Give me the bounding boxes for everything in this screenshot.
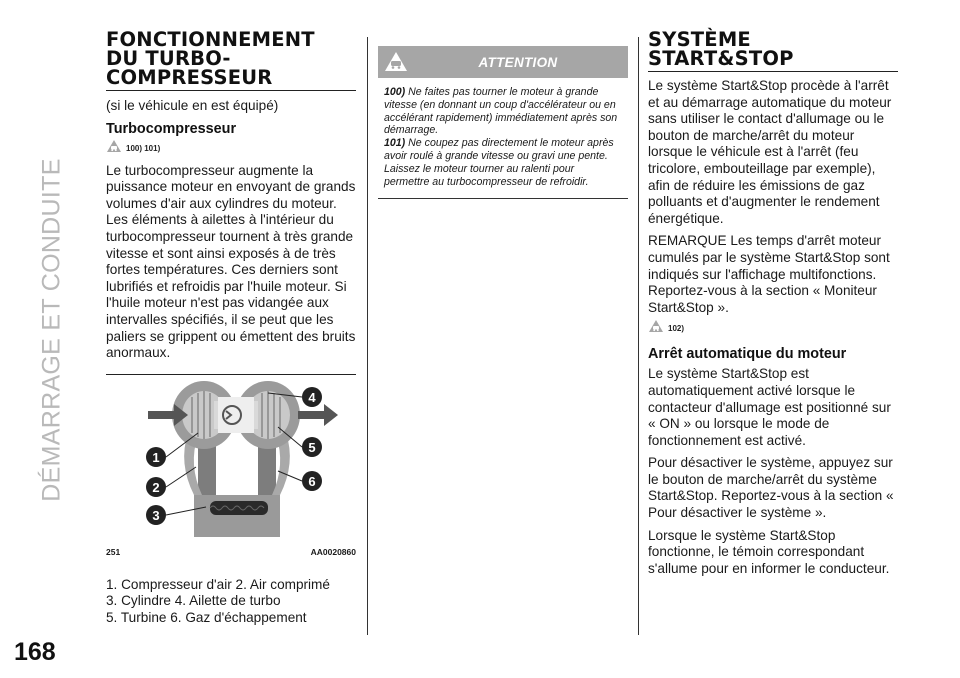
startstop-column [648, 30, 898, 577]
startstop-paragraph-2: REMARQUE Les temps d'arrêt moteur cumulés par le système Start&Stop sont indiqués sur l'affichage multifonctions. Reportez-vous à la section « Moniteur Start&Stop ». [648, 233, 890, 315]
startstop-subheading: Arrêt automatique du moteur [648, 346, 847, 363]
turbo-figure [106, 374, 356, 557]
startstop-heading [648, 30, 898, 68]
section-side-title-text: DÉMARRAGE ET CONDUITE [37, 158, 66, 502]
turbo-heading-line3: COMPRESSEUR [106, 66, 273, 89]
callout-label: 4 [308, 389, 316, 405]
attention-item-number: 100) [384, 86, 406, 98]
warning-reference [648, 319, 898, 338]
turbo-heading-line2: DU TURBO- [106, 47, 231, 70]
turbocharger-diagram [106, 375, 356, 540]
turbo-subheading: Turbocompresseur [106, 120, 237, 137]
attention-item [384, 137, 622, 188]
turbo-heading [106, 30, 356, 87]
callout-label: 3 [152, 507, 160, 523]
turbo-column [106, 30, 356, 626]
column-divider [638, 37, 639, 635]
callout-1 [146, 447, 166, 467]
column-divider [367, 37, 368, 635]
equipped-note: (si le véhicule en est équipé) [106, 98, 279, 113]
attention-header [378, 46, 628, 78]
startstop-paragraph-3: Le système Start&Stop est automatiquement activé lorsque le contacteur d'allumage est positionné sur « ON » ou lorsque le mode de fonctionnement est activé. [648, 366, 891, 448]
attention-item-number: 101) [384, 137, 406, 150]
callout-label: 5 [308, 439, 316, 455]
figure-legend [106, 577, 356, 626]
figure-caption-row [106, 547, 356, 557]
callout-label: 6 [308, 473, 316, 489]
attention-column [378, 46, 628, 199]
reference-number: 102) [668, 324, 685, 334]
turbo-heading-line1: FONCTIONNEMENT [106, 28, 315, 51]
warning-car-icon [648, 319, 664, 338]
callout-6 [302, 471, 322, 491]
page-number: 168 [14, 638, 56, 666]
figure-code: AA0020860 [310, 546, 356, 557]
attention-item-text: Ne coupez pas directement le moteur après avoir roulé à grande vitesse ou gravi une pente. Laissez le moteur tourner au ralenti pour permettre au turbocompresseur de refroidir. [384, 137, 614, 188]
legend-line-3: 5. Turbine 6. Gaz d'échappement [106, 609, 307, 625]
callout-3 [146, 505, 166, 525]
turbo-paragraph: Le turbocompresseur augmente la puissance moteur en envoyant de grands volumes d'air aux cylindres du moteur. Les éléments à ailettes à l'intérieur du turbocompresseur tournent à très grande vitesse et sont ainsi exposés à de très fortes températures. Ces derniers sont lubrifiés et refroidis par l'huile moteur. Si l'huile moteur n'est pas vidangée aux intervalles spécifiés, il se peut que les paliers se grippent ou émettent des bruits anormaux. [106, 162, 356, 361]
attention-bottom-rule [378, 198, 628, 199]
startstop-paragraph-1: Le système Start&Stop procède à l'arrêt et au démarrage automatique du moteur sans utiliser le contact d'allumage ou le bouton de marche/arrêt du moteur lorsque le véhicule est à l'arrêt (feu tricolore, embouteillage par exemple), afin de réduire les émissions de gaz polluants et d'augmenter le rendement énergétique. [648, 78, 892, 226]
figure-number: 251 [106, 546, 121, 557]
startstop-paragraph-5: Lorsque le système Start&Stop fonctionne, le témoin correspondant s'allume pour en informer le conducteur. [648, 527, 890, 576]
attention-item [384, 86, 622, 137]
callout-5 [302, 437, 322, 457]
startstop-heading-line1: SYSTÈME [648, 28, 751, 51]
callout-4 [302, 387, 322, 407]
warning-car-icon [384, 51, 408, 77]
attention-body [378, 78, 628, 192]
callout-label: 1 [152, 449, 160, 465]
heading-underline [106, 90, 356, 91]
startstop-paragraph-4: Pour désactiver le système, appuyez sur le bouton de marche/arrêt du système Start&Stop. Reportez-vous à la section « Pour désactiver le système ». [648, 455, 894, 521]
callout-2 [146, 477, 166, 497]
startstop-heading-line2: START&STOP [648, 47, 794, 70]
callout-label: 2 [152, 479, 160, 495]
legend-line-1: 1. Compresseur d'air 2. Air comprimé [106, 576, 330, 592]
attention-item-text: Ne faites pas tourner le moteur à grande vitesse (en donnant un coup d'accélérateur ou en accélérant rapidement) immédiatement après son démarrage. [384, 86, 618, 137]
warning-car-icon [106, 139, 122, 158]
attention-title: ATTENTION [478, 54, 558, 70]
legend-line-2: 3. Cylindre 4. Ailette de turbo [106, 593, 281, 609]
reference-numbers: 100) 101) [126, 143, 161, 153]
attention-box [378, 46, 628, 199]
heading-underline [648, 71, 898, 72]
warning-reference [106, 139, 356, 158]
